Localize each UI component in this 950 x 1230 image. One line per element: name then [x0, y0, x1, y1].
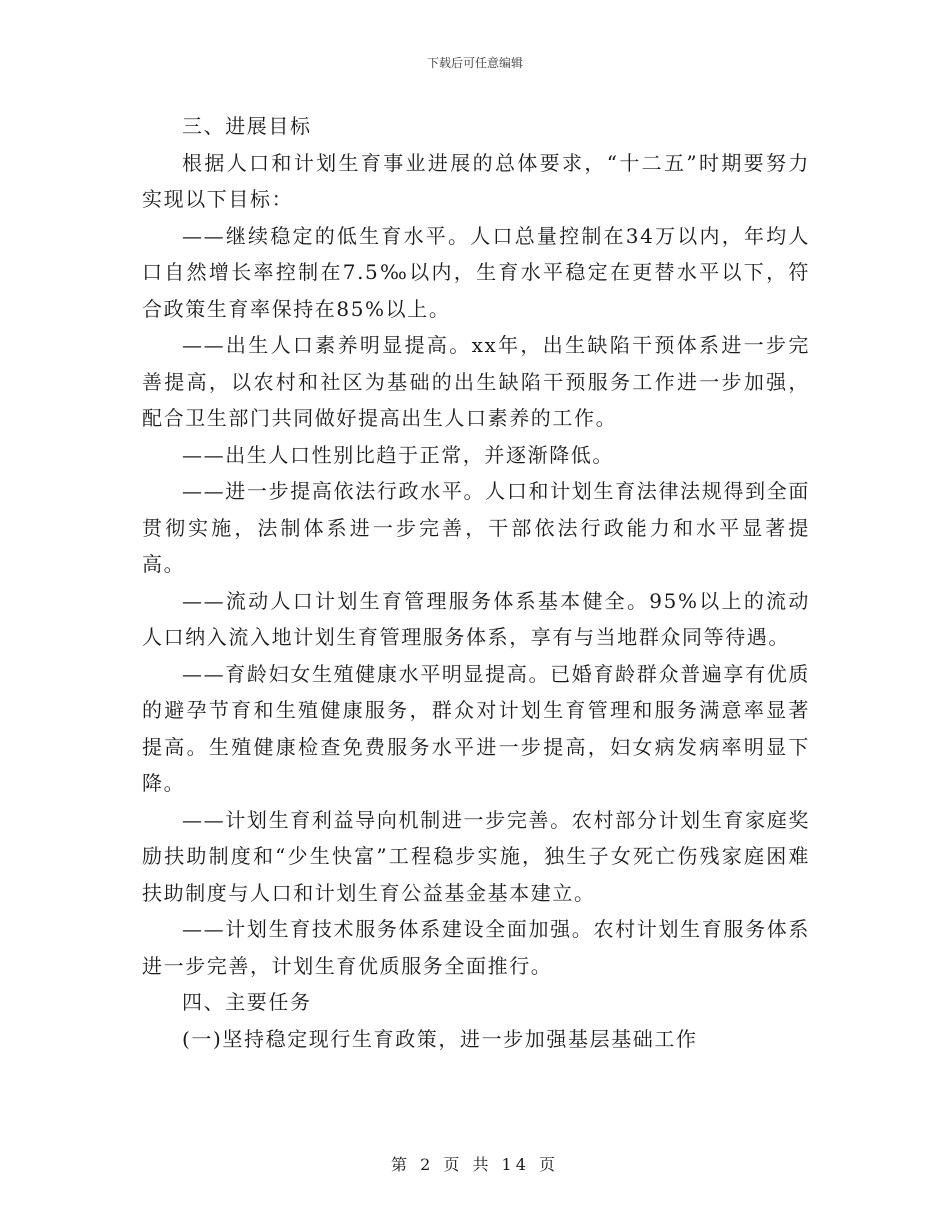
section-heading-goals: 三、进展目标 [182, 114, 312, 138]
paragraph-goal-technical-service: ——计划生育技术服务体系建设全面加强。农村计划生育服务体系进一步完善，计划生育优质服务全面推行。 [142, 917, 810, 978]
document-body [142, 108, 810, 1057]
paragraph-goal-incentives: ——计划生育利益导向机制进一步完善。农村部分计划生育家庭奖励扶助制度和“少生快富”工程稳步实施，独生子女死亡伤残家庭困难扶助制度与人口和计划生育公益基金基本建立。 [142, 807, 810, 905]
paragraph-goal-population: ——继续稳定的低生育水平。人口总量控制在34万以内，年均人口自然增长率控制在7.5‰以内，生育水平稳定在更替水平以下，符合政策生育率保持在85%以上。 [142, 223, 810, 321]
paragraph-goal-birth-quality: ——出生人口素养明显提高。xx年，出生缺陷干预体系进一步完善提高，以农村和社区为基础的出生缺陷干预服务工作进一步加强，配合卫生部门共同做好提高出生人口素养的工作。 [142, 333, 810, 430]
paragraph-goal-law: ——进一步提高依法行政水平。人口和计划生育法律法规得到全面贯彻实施，法制体系进一步完善，干部依法行政能力和水平显著提高。 [142, 479, 810, 576]
paragraph-goal-sex-ratio: ——出生人口性别比趋于正常，并逐渐降低。 [182, 442, 614, 467]
page-number: 第 2 页 共 14 页 [391, 1155, 559, 1174]
section-heading-tasks: 四、主要任务 [182, 990, 312, 1014]
paragraph-goal-floating-population: ——流动人口计划生育管理服务体系基本健全。95%以上的流动人口纳入流入地计划生育管理服务体系，享有与当地群众同等待遇。 [142, 588, 810, 649]
paragraph-goal-reproductive-health: ——育龄妇女生殖健康水平明显提高。已婚育龄群众普遍享有优质的避孕节育和生殖健康服务，群众对计划生育管理和服务满意率显著提高。生殖健康检查免费服务水平进一步提高，妇女病发病率明显下降。 [142, 661, 810, 795]
paragraph-intro: 根据人口和计划生育事业进展的总体要求，“十二五”时期要努力实现以下目标： [142, 150, 810, 211]
page-header-note: 下载后可任意编辑 [426, 56, 523, 70]
subsection-heading-1: (一)坚持稳定现行生育政策，进一步加强基层基础工作 [182, 1026, 698, 1051]
